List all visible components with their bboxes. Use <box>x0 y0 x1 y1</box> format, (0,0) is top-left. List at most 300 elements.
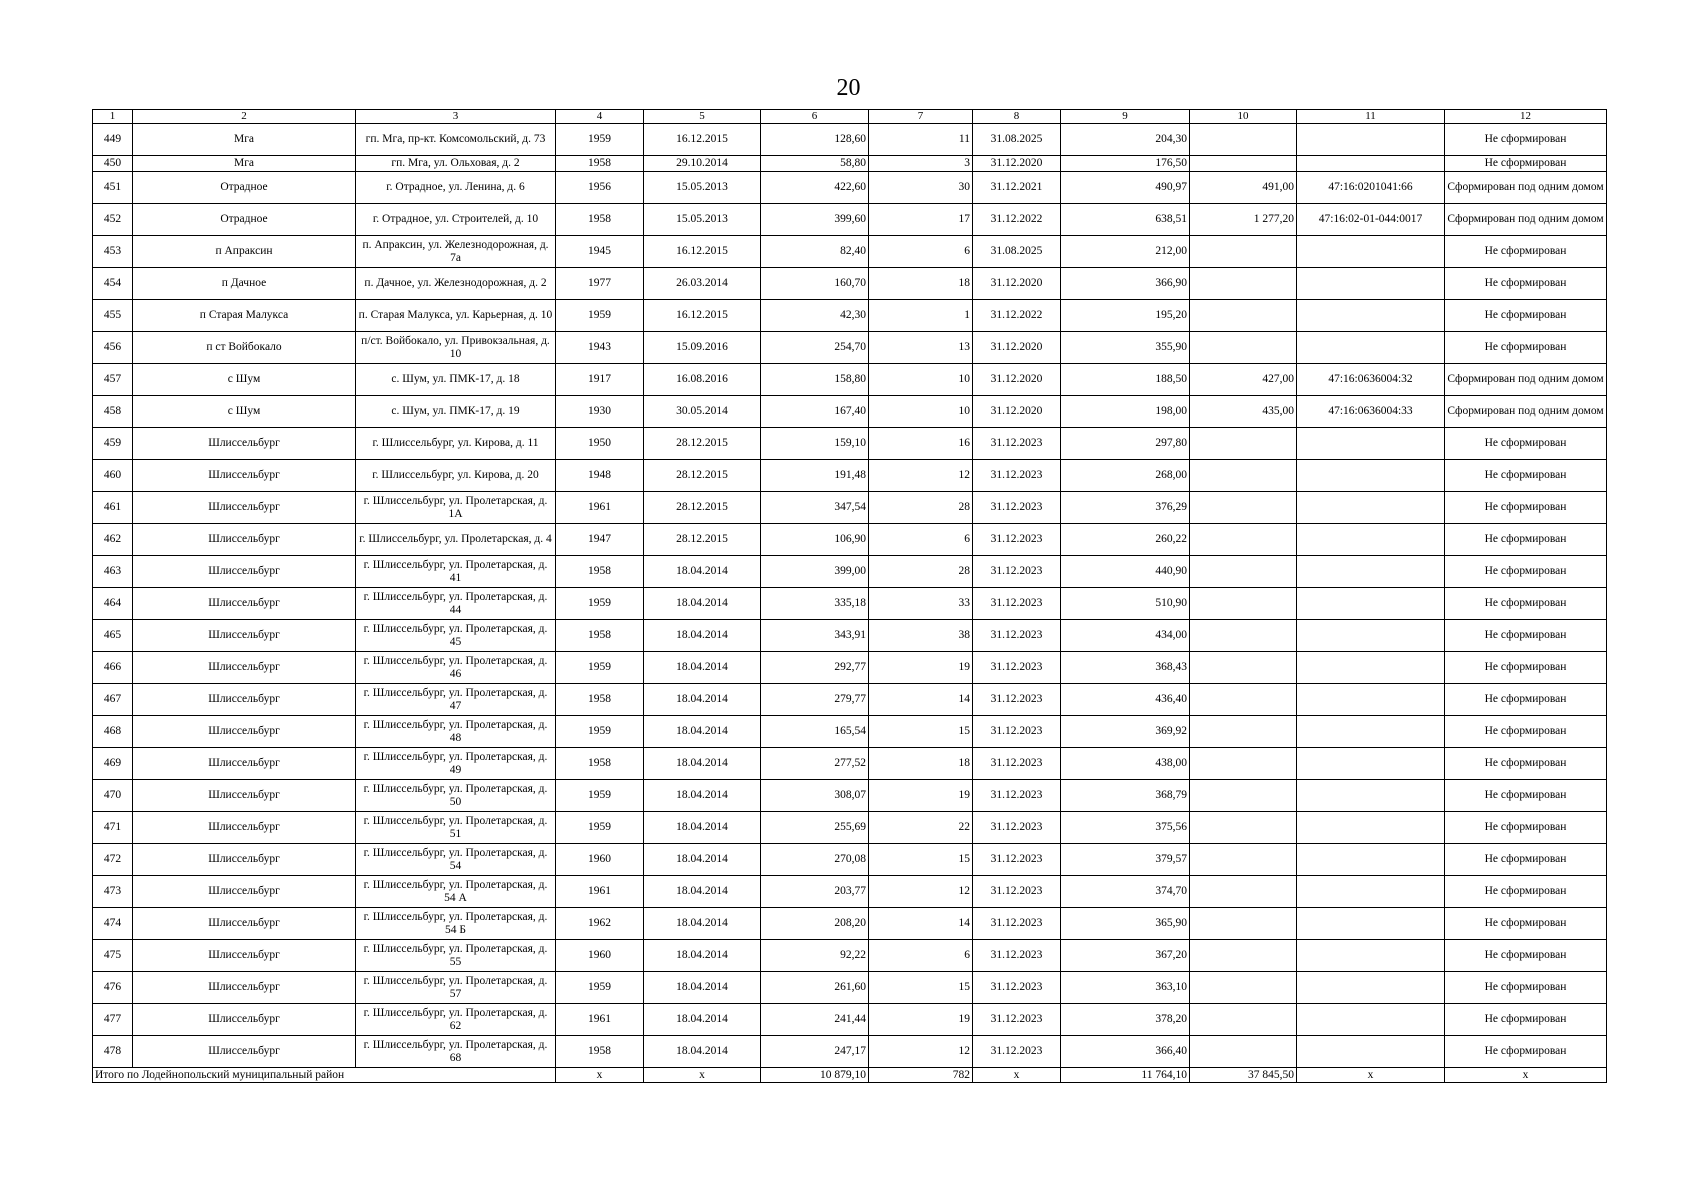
year-built-cell: 1956 <box>556 172 644 204</box>
residents-count-cell: 13 <box>869 332 973 364</box>
table-row <box>93 780 1607 812</box>
inclusion-date-cell: 15.09.2016 <box>644 332 761 364</box>
plot-area-cell <box>1190 876 1297 908</box>
living-area-cell: 261,60 <box>761 972 869 1004</box>
land-area-cell: 366,90 <box>1061 268 1190 300</box>
year-built-cell: 1960 <box>556 940 644 972</box>
land-area-cell: 365,90 <box>1061 908 1190 940</box>
year-built-cell: 1961 <box>556 876 644 908</box>
cadastral-number-cell <box>1297 124 1445 156</box>
inclusion-date-cell: 26.03.2014 <box>644 268 761 300</box>
resettlement-date-cell: 31.12.2022 <box>973 204 1061 236</box>
plot-status-cell: Не сформирован <box>1445 652 1607 684</box>
address-cell: г. Шлиссельбург, ул. Пролетарская, д. 54 Б <box>356 908 556 940</box>
plot-status-cell: Не сформирован <box>1445 524 1607 556</box>
inclusion-date-cell: 18.04.2014 <box>644 1036 761 1068</box>
table-row <box>93 492 1607 524</box>
living-area-cell: 343,91 <box>761 620 869 652</box>
residents-count-cell: 17 <box>869 204 973 236</box>
plot-status-cell: Не сформирован <box>1445 492 1607 524</box>
living-area-cell: 128,60 <box>761 124 869 156</box>
residents-count-cell: 3 <box>869 156 973 172</box>
inclusion-date-cell: 18.04.2014 <box>644 652 761 684</box>
plot-status-cell: Не сформирован <box>1445 556 1607 588</box>
plot-area-cell <box>1190 908 1297 940</box>
inclusion-date-cell: 18.04.2014 <box>644 876 761 908</box>
land-area-cell: 376,29 <box>1061 492 1190 524</box>
row-number-cell: 468 <box>93 716 133 748</box>
resettlement-date-cell: 31.12.2023 <box>973 748 1061 780</box>
residents-count-cell: 14 <box>869 908 973 940</box>
land-area-cell: 510,90 <box>1061 588 1190 620</box>
plot-area-cell <box>1190 332 1297 364</box>
address-cell: с. Шум, ул. ПМК-17, д. 18 <box>356 364 556 396</box>
residents-count-cell: 19 <box>869 652 973 684</box>
year-built-cell: 1958 <box>556 748 644 780</box>
residents-count-cell: 10 <box>869 396 973 428</box>
inclusion-date-cell: 29.10.2014 <box>644 156 761 172</box>
plot-area-cell <box>1190 620 1297 652</box>
year-built-cell: 1958 <box>556 204 644 236</box>
resettlement-date-cell: 31.12.2023 <box>973 460 1061 492</box>
year-built-cell: 1930 <box>556 396 644 428</box>
plot-status-cell: Не сформирован <box>1445 124 1607 156</box>
plot-status-cell: Не сформирован <box>1445 300 1607 332</box>
row-number-cell: 475 <box>93 940 133 972</box>
page-number: 20 <box>836 75 861 101</box>
address-cell: г. Отрадное, ул. Строителей, д. 10 <box>356 204 556 236</box>
cadastral-number-cell <box>1297 156 1445 172</box>
plot-area-cell <box>1190 1004 1297 1036</box>
row-number-cell: 456 <box>93 332 133 364</box>
residents-count-cell: 12 <box>869 460 973 492</box>
cadastral-number-cell <box>1297 588 1445 620</box>
plot-area-cell <box>1190 428 1297 460</box>
cadastral-number-cell <box>1297 812 1445 844</box>
land-area-cell: 367,20 <box>1061 940 1190 972</box>
column-header: 8 <box>973 110 1061 124</box>
year-built-cell: 1961 <box>556 492 644 524</box>
settlement-cell: Отрадное <box>133 172 356 204</box>
resettlement-date-cell: 31.12.2023 <box>973 1004 1061 1036</box>
settlement-cell: Шлиссельбург <box>133 524 356 556</box>
plot-status-cell: Не сформирован <box>1445 844 1607 876</box>
resettlement-date-cell: 31.12.2022 <box>973 300 1061 332</box>
inclusion-date-cell: 18.04.2014 <box>644 556 761 588</box>
address-cell: п/ст. Войбокало, ул. Привокзальная, д. 10 <box>356 332 556 364</box>
resettlement-date-cell: 31.12.2023 <box>973 972 1061 1004</box>
residents-count-cell: 6 <box>869 524 973 556</box>
living-area-cell: 203,77 <box>761 876 869 908</box>
settlement-cell: Шлиссельбург <box>133 844 356 876</box>
resettlement-date-cell: 31.12.2023 <box>973 940 1061 972</box>
address-cell: г. Шлиссельбург, ул. Пролетарская, д. 68 <box>356 1036 556 1068</box>
inclusion-date-cell: 16.12.2015 <box>644 300 761 332</box>
settlement-cell: Шлиссельбург <box>133 748 356 780</box>
row-number-cell: 464 <box>93 588 133 620</box>
resettlement-date-cell: 31.12.2020 <box>973 332 1061 364</box>
year-built-cell: 1959 <box>556 652 644 684</box>
total-cell: 11 764,10 <box>1061 1068 1190 1083</box>
column-header: 5 <box>644 110 761 124</box>
inclusion-date-cell: 28.12.2015 <box>644 460 761 492</box>
address-cell: г. Шлиссельбург, ул. Пролетарская, д. 51 <box>356 812 556 844</box>
settlement-cell: Мга <box>133 156 356 172</box>
residents-count-cell: 18 <box>869 268 973 300</box>
row-number-cell: 455 <box>93 300 133 332</box>
living-area-cell: 82,40 <box>761 236 869 268</box>
address-cell: г. Шлиссельбург, ул. Кирова, д. 20 <box>356 460 556 492</box>
row-number-cell: 470 <box>93 780 133 812</box>
residents-count-cell: 12 <box>869 1036 973 1068</box>
address-cell: г. Шлиссельбург, ул. Пролетарская, д. 54 А <box>356 876 556 908</box>
table-body <box>93 110 1607 1068</box>
table-row <box>93 300 1607 332</box>
settlement-cell: п Старая Малукса <box>133 300 356 332</box>
settlement-cell: Шлиссельбург <box>133 588 356 620</box>
settlement-cell: Шлиссельбург <box>133 716 356 748</box>
cadastral-number-cell <box>1297 1036 1445 1068</box>
total-cell: 37 845,50 <box>1190 1068 1297 1083</box>
land-area-cell: 363,10 <box>1061 972 1190 1004</box>
year-built-cell: 1962 <box>556 908 644 940</box>
total-cell: x <box>1445 1068 1607 1083</box>
table-row <box>93 972 1607 1004</box>
resettlement-date-cell: 31.12.2023 <box>973 876 1061 908</box>
plot-status-cell: Не сформирован <box>1445 428 1607 460</box>
plot-area-cell <box>1190 124 1297 156</box>
living-area-cell: 191,48 <box>761 460 869 492</box>
inclusion-date-cell: 18.04.2014 <box>644 748 761 780</box>
cadastral-number-cell <box>1297 748 1445 780</box>
land-area-cell: 490,97 <box>1061 172 1190 204</box>
resettlement-date-cell: 31.12.2023 <box>973 524 1061 556</box>
address-cell: г. Шлиссельбург, ул. Пролетарская, д. 54 <box>356 844 556 876</box>
land-area-cell: 369,92 <box>1061 716 1190 748</box>
plot-status-cell: Не сформирован <box>1445 1004 1607 1036</box>
land-area-cell: 195,20 <box>1061 300 1190 332</box>
row-number-cell: 460 <box>93 460 133 492</box>
row-number-cell: 466 <box>93 652 133 684</box>
address-cell: гп. Мга, ул. Ольховая, д. 2 <box>356 156 556 172</box>
settlement-cell: Шлиссельбург <box>133 428 356 460</box>
table-row <box>93 332 1607 364</box>
settlement-cell: Шлиссельбург <box>133 876 356 908</box>
cadastral-number-cell <box>1297 268 1445 300</box>
plot-area-cell <box>1190 556 1297 588</box>
row-number-cell: 450 <box>93 156 133 172</box>
plot-area-cell <box>1190 972 1297 1004</box>
land-area-cell: 368,79 <box>1061 780 1190 812</box>
settlement-cell: Шлиссельбург <box>133 556 356 588</box>
inclusion-date-cell: 18.04.2014 <box>644 620 761 652</box>
plot-status-cell: Не сформирован <box>1445 1036 1607 1068</box>
land-area-cell: 198,00 <box>1061 396 1190 428</box>
address-cell: г. Шлиссельбург, ул. Кирова, д. 11 <box>356 428 556 460</box>
plot-area-cell: 1 277,20 <box>1190 204 1297 236</box>
cadastral-number-cell <box>1297 876 1445 908</box>
housing-register-table <box>92 109 1607 1083</box>
land-area-cell: 440,90 <box>1061 556 1190 588</box>
residents-count-cell: 18 <box>869 748 973 780</box>
row-number-cell: 474 <box>93 908 133 940</box>
cadastral-number-cell <box>1297 300 1445 332</box>
table-row <box>93 716 1607 748</box>
residents-count-cell: 19 <box>869 1004 973 1036</box>
settlement-cell: Шлиссельбург <box>133 492 356 524</box>
residents-count-cell: 15 <box>869 972 973 1004</box>
residents-count-cell: 12 <box>869 876 973 908</box>
plot-status-cell: Не сформирован <box>1445 972 1607 1004</box>
address-cell: п. Старая Малукса, ул. Карьерная, д. 10 <box>356 300 556 332</box>
settlement-cell: п ст Войбокало <box>133 332 356 364</box>
settlement-cell: Мга <box>133 124 356 156</box>
column-header: 4 <box>556 110 644 124</box>
resettlement-date-cell: 31.12.2023 <box>973 908 1061 940</box>
resettlement-date-cell: 31.12.2020 <box>973 396 1061 428</box>
plot-area-cell <box>1190 748 1297 780</box>
plot-status-cell: Не сформирован <box>1445 716 1607 748</box>
settlement-cell: с Шум <box>133 396 356 428</box>
residents-count-cell: 11 <box>869 124 973 156</box>
row-number-cell: 478 <box>93 1036 133 1068</box>
table-row <box>93 844 1607 876</box>
residents-count-cell: 38 <box>869 620 973 652</box>
plot-status-cell: Не сформирован <box>1445 236 1607 268</box>
address-cell: г. Шлиссельбург, ул. Пролетарская, д. 62 <box>356 1004 556 1036</box>
settlement-cell: Отрадное <box>133 204 356 236</box>
living-area-cell: 292,77 <box>761 652 869 684</box>
table-row <box>93 524 1607 556</box>
living-area-cell: 42,30 <box>761 300 869 332</box>
plot-area-cell <box>1190 652 1297 684</box>
living-area-cell: 254,70 <box>761 332 869 364</box>
year-built-cell: 1959 <box>556 716 644 748</box>
plot-area-cell <box>1190 492 1297 524</box>
total-area: 10 879,10 <box>761 1068 869 1083</box>
resettlement-date-cell: 31.12.2023 <box>973 556 1061 588</box>
inclusion-date-cell: 18.04.2014 <box>644 1004 761 1036</box>
land-area-cell: 176,50 <box>1061 156 1190 172</box>
living-area-cell: 158,80 <box>761 364 869 396</box>
settlement-cell: Шлиссельбург <box>133 940 356 972</box>
plot-status-cell: Не сформирован <box>1445 684 1607 716</box>
resettlement-date-cell: 31.12.2023 <box>973 588 1061 620</box>
inclusion-date-cell: 18.04.2014 <box>644 908 761 940</box>
cadastral-number-cell <box>1297 620 1445 652</box>
cadastral-number-cell <box>1297 908 1445 940</box>
year-built-cell: 1977 <box>556 268 644 300</box>
settlement-cell: Шлиссельбург <box>133 908 356 940</box>
inclusion-date-cell: 18.04.2014 <box>644 780 761 812</box>
table-row <box>93 396 1607 428</box>
land-area-cell: 188,50 <box>1061 364 1190 396</box>
row-number-cell: 461 <box>93 492 133 524</box>
table-row <box>93 812 1607 844</box>
cadastral-number-cell <box>1297 716 1445 748</box>
address-cell: г. Шлиссельбург, ул. Пролетарская, д. 57 <box>356 972 556 1004</box>
land-area-cell: 368,43 <box>1061 652 1190 684</box>
plot-area-cell <box>1190 300 1297 332</box>
column-header: 12 <box>1445 110 1607 124</box>
settlement-cell: Шлиссельбург <box>133 684 356 716</box>
row-number-cell: 472 <box>93 844 133 876</box>
column-header: 2 <box>133 110 356 124</box>
land-area-cell: 438,00 <box>1061 748 1190 780</box>
resettlement-date-cell: 31.12.2023 <box>973 428 1061 460</box>
row-number-cell: 458 <box>93 396 133 428</box>
address-cell: г. Шлиссельбург, ул. Пролетарская, д. 1А <box>356 492 556 524</box>
year-built-cell: 1947 <box>556 524 644 556</box>
residents-count-cell: 28 <box>869 556 973 588</box>
address-cell: п. Апраксин, ул. Железнодорожная, д. 7а <box>356 236 556 268</box>
row-number-cell: 471 <box>93 812 133 844</box>
settlement-cell: Шлиссельбург <box>133 460 356 492</box>
living-area-cell: 247,17 <box>761 1036 869 1068</box>
residents-count-cell: 22 <box>869 812 973 844</box>
row-number-cell: 451 <box>93 172 133 204</box>
residents-count-cell: 16 <box>869 428 973 460</box>
year-built-cell: 1943 <box>556 332 644 364</box>
table-row <box>93 172 1607 204</box>
total-residents: 782 <box>869 1068 973 1083</box>
cadastral-number-cell <box>1297 844 1445 876</box>
inclusion-date-cell: 28.12.2015 <box>644 492 761 524</box>
inclusion-date-cell: 15.05.2013 <box>644 204 761 236</box>
column-header: 3 <box>356 110 556 124</box>
plot-status-cell: Не сформирован <box>1445 268 1607 300</box>
plot-area-cell <box>1190 1036 1297 1068</box>
cadastral-number-cell <box>1297 556 1445 588</box>
row-number-cell: 476 <box>93 972 133 1004</box>
resettlement-date-cell: 31.12.2020 <box>973 268 1061 300</box>
plot-status-cell: Не сформирован <box>1445 940 1607 972</box>
address-cell: г. Шлиссельбург, ул. Пролетарская, д. 49 <box>356 748 556 780</box>
column-header: 1 <box>93 110 133 124</box>
cadastral-number-cell <box>1297 428 1445 460</box>
living-area-cell: 255,69 <box>761 812 869 844</box>
year-built-cell: 1959 <box>556 300 644 332</box>
plot-status-cell: Сформирован под одним домом <box>1445 172 1607 204</box>
cadastral-number-cell: 47:16:0636004:33 <box>1297 396 1445 428</box>
plot-status-cell: Не сформирован <box>1445 620 1607 652</box>
plot-area-cell <box>1190 236 1297 268</box>
land-area-cell: 212,00 <box>1061 236 1190 268</box>
settlement-cell: п Апраксин <box>133 236 356 268</box>
plot-status-cell: Сформирован под одним домом <box>1445 204 1607 236</box>
inclusion-date-cell: 28.12.2015 <box>644 428 761 460</box>
settlement-cell: Шлиссельбург <box>133 620 356 652</box>
land-area-cell: 297,80 <box>1061 428 1190 460</box>
resettlement-date-cell: 31.12.2023 <box>973 812 1061 844</box>
address-cell: г. Шлиссельбург, ул. Пролетарская, д. 45 <box>356 620 556 652</box>
resettlement-date-cell: 31.12.2020 <box>973 364 1061 396</box>
row-number-cell: 454 <box>93 268 133 300</box>
settlement-cell: Шлиссельбург <box>133 1004 356 1036</box>
table-row <box>93 684 1607 716</box>
year-built-cell: 1959 <box>556 812 644 844</box>
inclusion-date-cell: 28.12.2015 <box>644 524 761 556</box>
land-area-cell: 434,00 <box>1061 620 1190 652</box>
settlement-cell: с Шум <box>133 364 356 396</box>
resettlement-date-cell: 31.12.2023 <box>973 780 1061 812</box>
address-cell: г. Шлиссельбург, ул. Пролетарская, д. 46 <box>356 652 556 684</box>
settlement-cell: Шлиссельбург <box>133 780 356 812</box>
residents-count-cell: 15 <box>869 716 973 748</box>
cadastral-number-cell <box>1297 524 1445 556</box>
residents-count-cell: 6 <box>869 236 973 268</box>
plot-area-cell <box>1190 940 1297 972</box>
column-number-header-row <box>93 110 1607 124</box>
plot-status-cell: Не сформирован <box>1445 748 1607 780</box>
land-area-cell: 268,00 <box>1061 460 1190 492</box>
column-header: 6 <box>761 110 869 124</box>
living-area-cell: 399,00 <box>761 556 869 588</box>
address-cell: г. Шлиссельбург, ул. Пролетарская, д. 55 <box>356 940 556 972</box>
residents-count-cell: 15 <box>869 844 973 876</box>
year-built-cell: 1959 <box>556 588 644 620</box>
year-built-cell: 1958 <box>556 556 644 588</box>
cadastral-number-cell <box>1297 332 1445 364</box>
year-built-cell: 1958 <box>556 684 644 716</box>
land-area-cell: 366,40 <box>1061 1036 1190 1068</box>
total-cell: x <box>644 1068 761 1083</box>
plot-status-cell: Не сформирован <box>1445 332 1607 364</box>
cadastral-number-cell <box>1297 236 1445 268</box>
address-cell: гп. Мга, пр-кт. Комсомольский, д. 73 <box>356 124 556 156</box>
column-header: 10 <box>1190 110 1297 124</box>
cadastral-number-cell <box>1297 972 1445 1004</box>
plot-status-cell: Не сформирован <box>1445 812 1607 844</box>
row-number-cell: 465 <box>93 620 133 652</box>
plot-area-cell <box>1190 780 1297 812</box>
living-area-cell: 167,40 <box>761 396 869 428</box>
address-cell: п. Дачное, ул. Железнодорожная, д. 2 <box>356 268 556 300</box>
living-area-cell: 160,70 <box>761 268 869 300</box>
address-cell: г. Шлиссельбург, ул. Пролетарская, д. 48 <box>356 716 556 748</box>
cadastral-number-cell <box>1297 492 1445 524</box>
settlement-cell: Шлиссельбург <box>133 652 356 684</box>
total-cell: x <box>973 1068 1061 1083</box>
living-area-cell: 422,60 <box>761 172 869 204</box>
inclusion-date-cell: 18.04.2014 <box>644 812 761 844</box>
row-number-cell: 452 <box>93 204 133 236</box>
cadastral-number-cell <box>1297 684 1445 716</box>
address-cell: г. Шлиссельбург, ул. Пролетарская, д. 47 <box>356 684 556 716</box>
living-area-cell: 165,54 <box>761 716 869 748</box>
table-row <box>93 428 1607 460</box>
year-built-cell: 1917 <box>556 364 644 396</box>
resettlement-date-cell: 31.12.2023 <box>973 1036 1061 1068</box>
total-cell: x <box>1297 1068 1445 1083</box>
year-built-cell: 1961 <box>556 1004 644 1036</box>
plot-area-cell <box>1190 812 1297 844</box>
inclusion-date-cell: 18.04.2014 <box>644 716 761 748</box>
residents-count-cell: 1 <box>869 300 973 332</box>
plot-status-cell: Не сформирован <box>1445 908 1607 940</box>
year-built-cell: 1959 <box>556 972 644 1004</box>
resettlement-date-cell: 31.12.2023 <box>973 844 1061 876</box>
address-cell: с. Шум, ул. ПМК-17, д. 19 <box>356 396 556 428</box>
row-number-cell: 467 <box>93 684 133 716</box>
row-number-cell: 453 <box>93 236 133 268</box>
table-row <box>93 364 1607 396</box>
address-cell: г. Шлиссельбург, ул. Пролетарская, д. 4 <box>356 524 556 556</box>
residents-count-cell: 28 <box>869 492 973 524</box>
land-area-cell: 204,30 <box>1061 124 1190 156</box>
living-area-cell: 92,22 <box>761 940 869 972</box>
resettlement-date-cell: 31.12.2023 <box>973 492 1061 524</box>
